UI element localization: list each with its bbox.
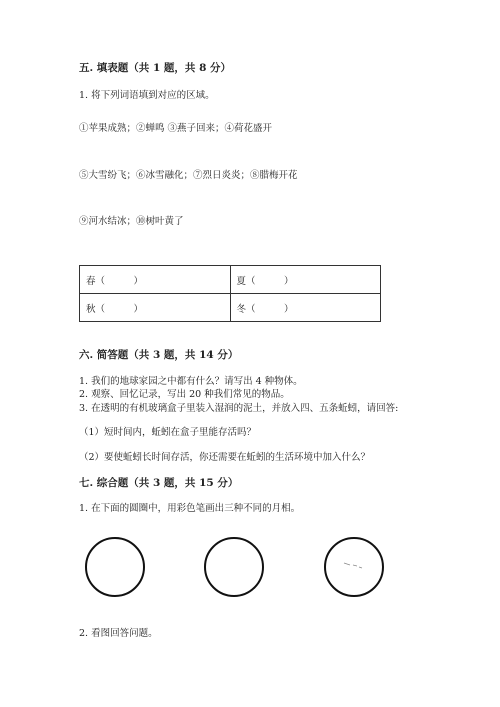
question-6-2: 2. 观察、回忆记录，写出 20 种我们常见的物品。 [79, 389, 290, 400]
question-6-3: 3. 在透明的有机玻璃盒子里装入湿润的泥土，并放入四、五条蚯蚓，请回答: [79, 403, 399, 414]
moon-circle-1[interactable] [85, 537, 145, 597]
section-6-heading: 六. 简答题（共 3 题，共 14 分） [79, 349, 239, 361]
word-list-line-1: ①苹果成熟；②蝉鸣 ③燕子回来；④荷花盛开 [79, 123, 273, 134]
question-6-1: 1. 我们的地球家园之中都有什么？请写出 4 种物体。 [79, 376, 303, 387]
word-list-line-2: ⑤大雪纷飞；⑥冰雪融化；⑦烈日炎炎；⑧腊梅开花 [79, 170, 298, 181]
word-list-line-3: ⑨河水结冰；⑩树叶黄了 [79, 216, 184, 227]
question-7-1: 1. 在下面的圆圈中，用彩色笔画出三种不同的月相。 [79, 503, 301, 514]
pencil-marks-icon [326, 539, 382, 595]
moon-circle-2[interactable] [204, 537, 264, 597]
moon-circle-3[interactable] [324, 537, 384, 597]
section-5-heading: 五. 填表题（共 1 题，共 8 分） [79, 62, 232, 74]
cell-spring[interactable]: 春（ ） [80, 266, 231, 294]
question-5-1: 1. 将下列词语填到对应的区域。 [79, 90, 215, 101]
question-6-3-part-2: （2）要使蚯蚓长时间存活，你还需要在蚯蚓的生活环境中加入什么？ [79, 452, 371, 463]
seasons-table [79, 265, 381, 322]
cell-summer[interactable]: 夏（ ） [230, 266, 381, 294]
question-6-3-part-1: （1）短时间内，蚯蚓在盒子里能存活吗？ [79, 427, 257, 438]
question-7-2: 2. 看图回答问题。 [79, 628, 158, 639]
cell-winter[interactable]: 冬（ ） [230, 294, 381, 322]
section-7-heading: 七. 综合题（共 3 题，共 15 分） [79, 477, 239, 489]
cell-autumn[interactable]: 秋（ ） [80, 294, 231, 322]
